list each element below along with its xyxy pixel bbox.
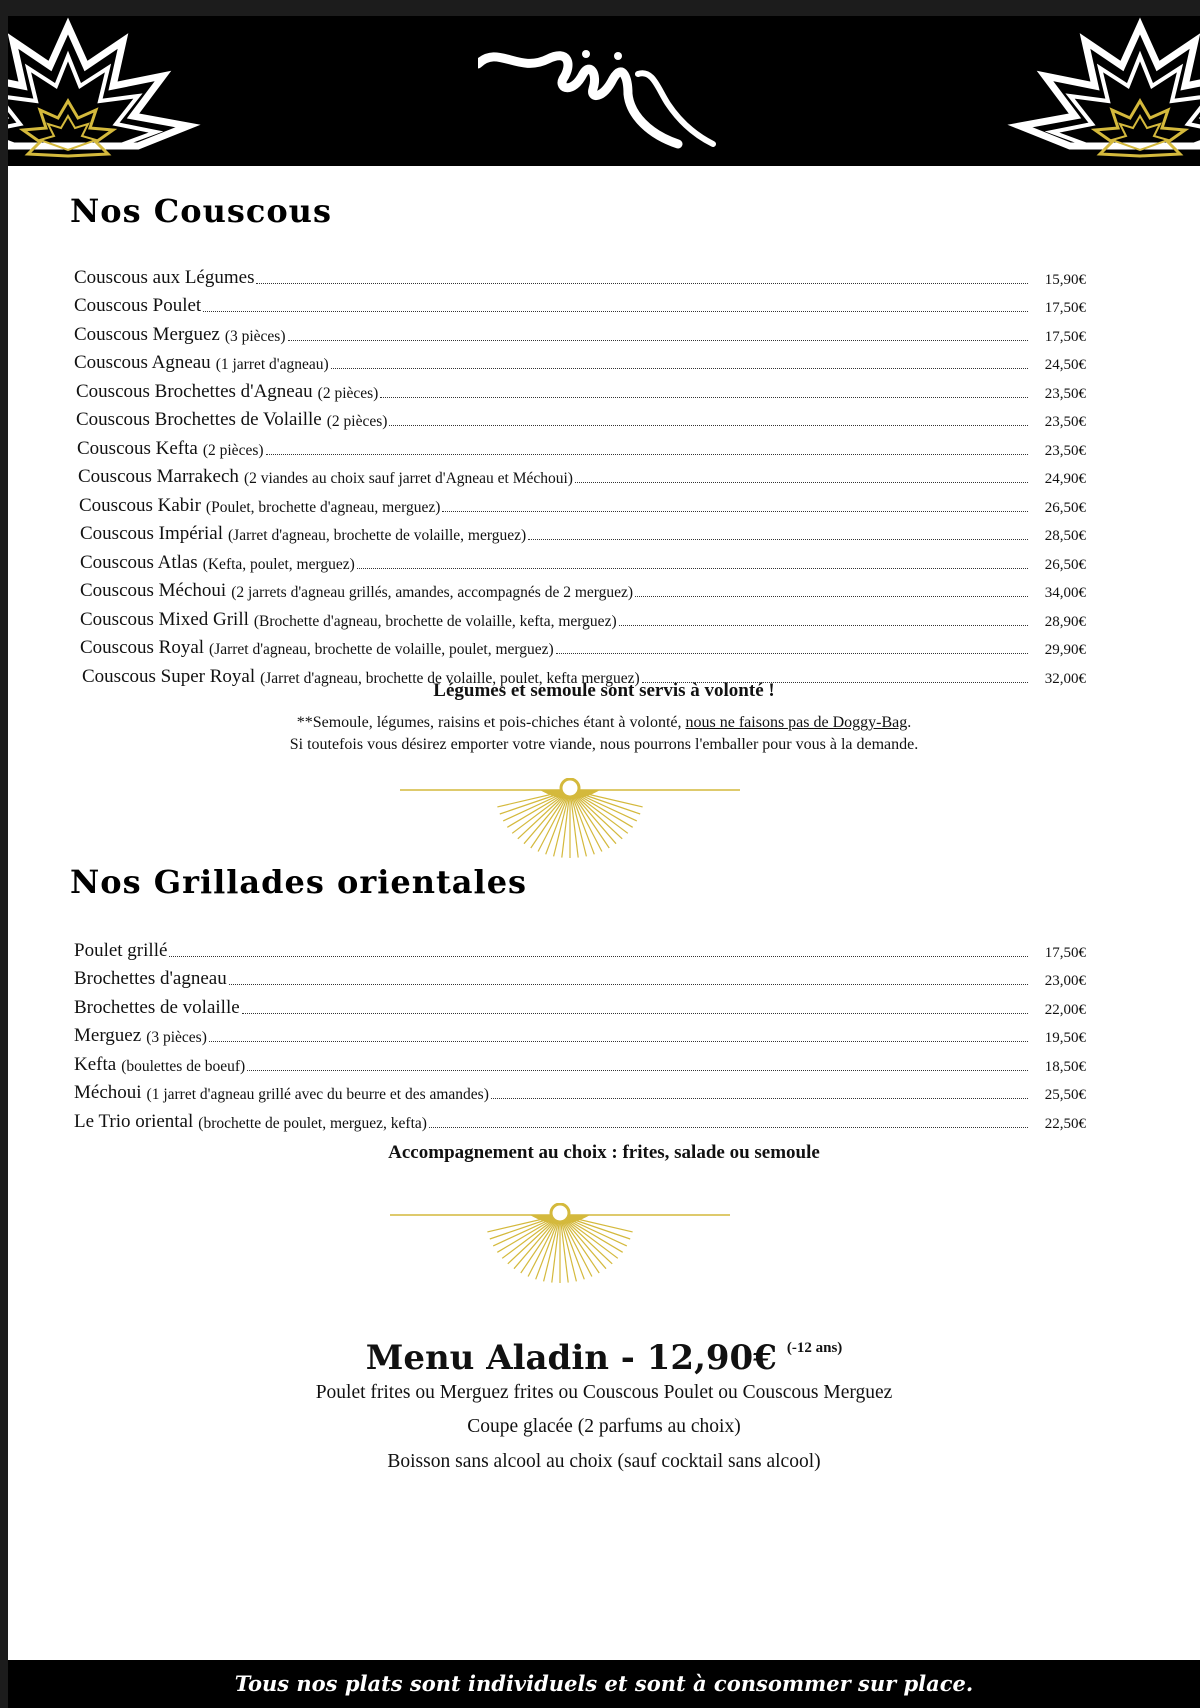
menu-item-name: Le Trio oriental <box>74 1110 194 1132</box>
menu-item-detail: (2 pièces) <box>326 413 388 430</box>
menu-item-name: Brochettes de volaille <box>74 996 240 1018</box>
menu-item <box>74 460 1086 489</box>
menu-item-name: Poulet grillé <box>74 939 168 961</box>
menu-item <box>74 1104 1086 1133</box>
star-mandala-right-icon <box>1000 16 1200 166</box>
aladin-line-3: Boisson sans alcool au choix (sauf cocktail sans alcool) <box>387 1451 821 1472</box>
menu-item-name: Couscous Kabir <box>79 494 201 516</box>
menu-item-name: Couscous Brochettes d'Agneau <box>76 380 313 402</box>
menu-item-price: 19,50€ <box>1044 1030 1086 1046</box>
menu-item-name: Kefta <box>74 1053 117 1075</box>
couscous-note-line2: Si toutefois vous désirez emporter votre viande, nous pourrons l'emballer pour vous à la demande. <box>289 736 919 753</box>
menu-item-name: Couscous Poulet <box>74 295 202 316</box>
menu-item-price: 24,90€ <box>1044 471 1086 487</box>
note-prefix: **Semoule, légumes, raisins et pois-chiches étant à volonté, <box>296 714 686 731</box>
menu-item-price: 17,50€ <box>1044 944 1086 961</box>
grillades-section-title: Nos Grillades orientales <box>70 863 528 901</box>
dot-leader <box>619 625 1028 626</box>
menu-item-name: Couscous Royal <box>80 637 205 658</box>
menu-item-detail: (Kefta, poulet, merguez) <box>202 555 355 573</box>
menu-item <box>74 545 1086 574</box>
menu-item-name: Couscous Super Royal <box>82 665 256 687</box>
menu-item <box>74 289 1086 318</box>
menu-item-detail: (Jarret d'agneau, brochette de volaille, poulet, kefta merguez) <box>260 669 640 687</box>
dot-leader <box>242 1013 1028 1014</box>
couscous-list <box>74 260 1086 688</box>
dot-leader <box>209 1041 1028 1042</box>
menu-item-price: 23,50€ <box>1044 414 1086 430</box>
menu-item-detail: (1 jarret d'agneau) <box>215 356 329 373</box>
menu-item <box>74 374 1086 403</box>
dot-leader <box>288 340 1028 341</box>
menu-item-name: Méchoui <box>74 1082 142 1103</box>
dot-leader <box>389 425 1028 426</box>
sunburst-divider-icon <box>400 778 740 868</box>
calligraphy-logo-icon <box>478 34 728 154</box>
menu-item-name: Couscous Marrakech <box>78 466 239 487</box>
menu-item-price: 17,50€ <box>1044 300 1086 316</box>
menu-item-price: 23,50€ <box>1044 442 1086 459</box>
dot-leader <box>442 511 1028 512</box>
menu-item-price: 26,50€ <box>1044 556 1086 573</box>
menu-item-name: Brochettes d'agneau <box>74 968 227 989</box>
menu-page <box>8 16 1200 1708</box>
menu-item-price: 23,00€ <box>1044 973 1086 989</box>
menu-item <box>74 1076 1086 1105</box>
aladin-line-1: Poulet frites ou Merguez frites ou Couscous Poulet ou Couscous Merguez <box>315 1382 893 1403</box>
couscous-note-bold: Légumes et semoule sont servis à volonté ! <box>433 680 775 701</box>
menu-item-detail: (Jarret d'agneau, brochette de volaille, poulet, merguez) <box>209 641 554 658</box>
menu-item-price: 18,50€ <box>1044 1058 1086 1075</box>
menu-item-price: 15,90€ <box>1044 271 1086 288</box>
menu-item-price: 34,00€ <box>1044 585 1086 601</box>
menu-item <box>74 962 1086 991</box>
menu-item-price: 26,50€ <box>1044 499 1086 516</box>
dot-leader <box>256 283 1028 284</box>
dot-leader <box>247 1070 1028 1071</box>
menu-item-name: Couscous Impérial <box>80 523 224 544</box>
menu-item <box>74 933 1086 962</box>
aladin-line-2: Coupe glacée (2 parfums au choix) <box>467 1416 741 1437</box>
menu-item-detail: (Brochette d'agneau, brochette de volaille, kefta, merguez) <box>253 612 617 630</box>
dot-leader <box>331 368 1028 369</box>
menu-item-name: Couscous Merguez <box>74 323 220 345</box>
menu-item-detail: (boulettes de boeuf) <box>121 1057 246 1075</box>
couscous-section-title: Nos Couscous <box>70 192 332 230</box>
dot-leader <box>229 984 1028 985</box>
couscous-note-line1 <box>8 712 1200 734</box>
menu-item <box>74 990 1086 1019</box>
menu-item-name: Couscous Brochettes de Volaille <box>76 409 322 430</box>
menu-item <box>74 631 1086 660</box>
menu-item-name: Couscous Kefta <box>77 437 198 459</box>
menu-item-price: 29,90€ <box>1044 642 1086 658</box>
menu-item-price: 28,50€ <box>1044 528 1086 544</box>
menu-item-price: 24,50€ <box>1044 357 1086 373</box>
menu-item-detail: (2 viandes au choix sauf jarret d'Agneau et Méchoui) <box>243 470 573 487</box>
dot-leader <box>556 653 1028 654</box>
menu-item <box>74 431 1086 460</box>
grillades-note-bold: Accompagnement au choix : frites, salade ou semoule <box>388 1142 820 1163</box>
dot-leader <box>380 397 1028 398</box>
menu-item-name: Couscous aux Légumes <box>74 266 255 288</box>
menu-item-name: Couscous Agneau <box>74 352 211 373</box>
menu-item-detail: (Poulet, brochette d'agneau, merguez) <box>205 498 441 516</box>
menu-item-price: 22,50€ <box>1044 1115 1086 1132</box>
menu-item <box>74 317 1086 346</box>
menu-item <box>74 403 1086 432</box>
menu-item-name: Couscous Atlas <box>80 551 198 573</box>
menu-item-detail: (2 pièces) <box>317 384 379 402</box>
star-mandala-left-icon <box>8 16 208 166</box>
aladin-title-row <box>8 1338 1200 1378</box>
menu-item-detail: (1 jarret d'agneau grillé avec du beurre et des amandes) <box>146 1086 489 1103</box>
menu-item <box>74 1047 1086 1076</box>
menu-item-detail: (3 pièces) <box>224 327 286 345</box>
menu-item-detail: (Jarret d'agneau, brochette de volaille, merguez) <box>228 527 527 544</box>
note-underlined: nous ne faisons pas de Doggy-Bag <box>685 714 908 731</box>
dot-leader <box>491 1098 1028 1099</box>
menu-item-detail: (2 jarrets d'agneau grillés, amandes, accompagnés de 2 merguez) <box>231 584 634 601</box>
menu-item-price: 17,50€ <box>1044 328 1086 345</box>
menu-item-price: 25,50€ <box>1044 1087 1086 1103</box>
menu-item <box>74 602 1086 631</box>
dot-leader <box>169 956 1028 957</box>
dot-leader <box>635 596 1028 597</box>
dot-leader <box>203 311 1028 312</box>
menu-item-name: Merguez <box>74 1025 142 1046</box>
menu-item-price: 28,90€ <box>1044 613 1086 630</box>
menu-item <box>74 517 1086 546</box>
menu-item <box>74 346 1086 375</box>
sunburst-divider-icon <box>390 1203 730 1293</box>
menu-item <box>74 1019 1086 1048</box>
menu-item-name: Couscous Mixed Grill <box>80 608 249 630</box>
dot-leader <box>266 454 1028 455</box>
dot-leader <box>575 482 1028 483</box>
menu-item-price: 23,50€ <box>1044 385 1086 402</box>
header-band <box>8 16 1200 166</box>
menu-item-name: Couscous Méchoui <box>80 580 227 601</box>
grillades-list <box>74 933 1086 1133</box>
dot-leader <box>429 1127 1028 1128</box>
menu-item-detail: (brochette de poulet, merguez, kefta) <box>198 1114 427 1132</box>
dot-leader <box>528 539 1028 540</box>
footer-band <box>8 1660 1200 1708</box>
dot-leader <box>357 568 1028 569</box>
aladin-title: Menu Aladin - 12,90€ <box>365 1338 777 1378</box>
menu-item <box>74 488 1086 517</box>
footer-text: Tous nos plats sont individuels et sont à consommer sur place. <box>234 1671 974 1696</box>
menu-item <box>74 260 1086 289</box>
menu-item-price: 32,00€ <box>1044 670 1086 687</box>
menu-item-detail: (3 pièces) <box>146 1029 207 1046</box>
menu-item-detail: (2 pièces) <box>202 441 264 459</box>
aladin-age: (-12 ans) <box>786 1340 843 1356</box>
menu-item <box>74 574 1086 603</box>
note-suffix: . <box>907 714 912 731</box>
menu-item-price: 22,00€ <box>1044 1001 1086 1018</box>
